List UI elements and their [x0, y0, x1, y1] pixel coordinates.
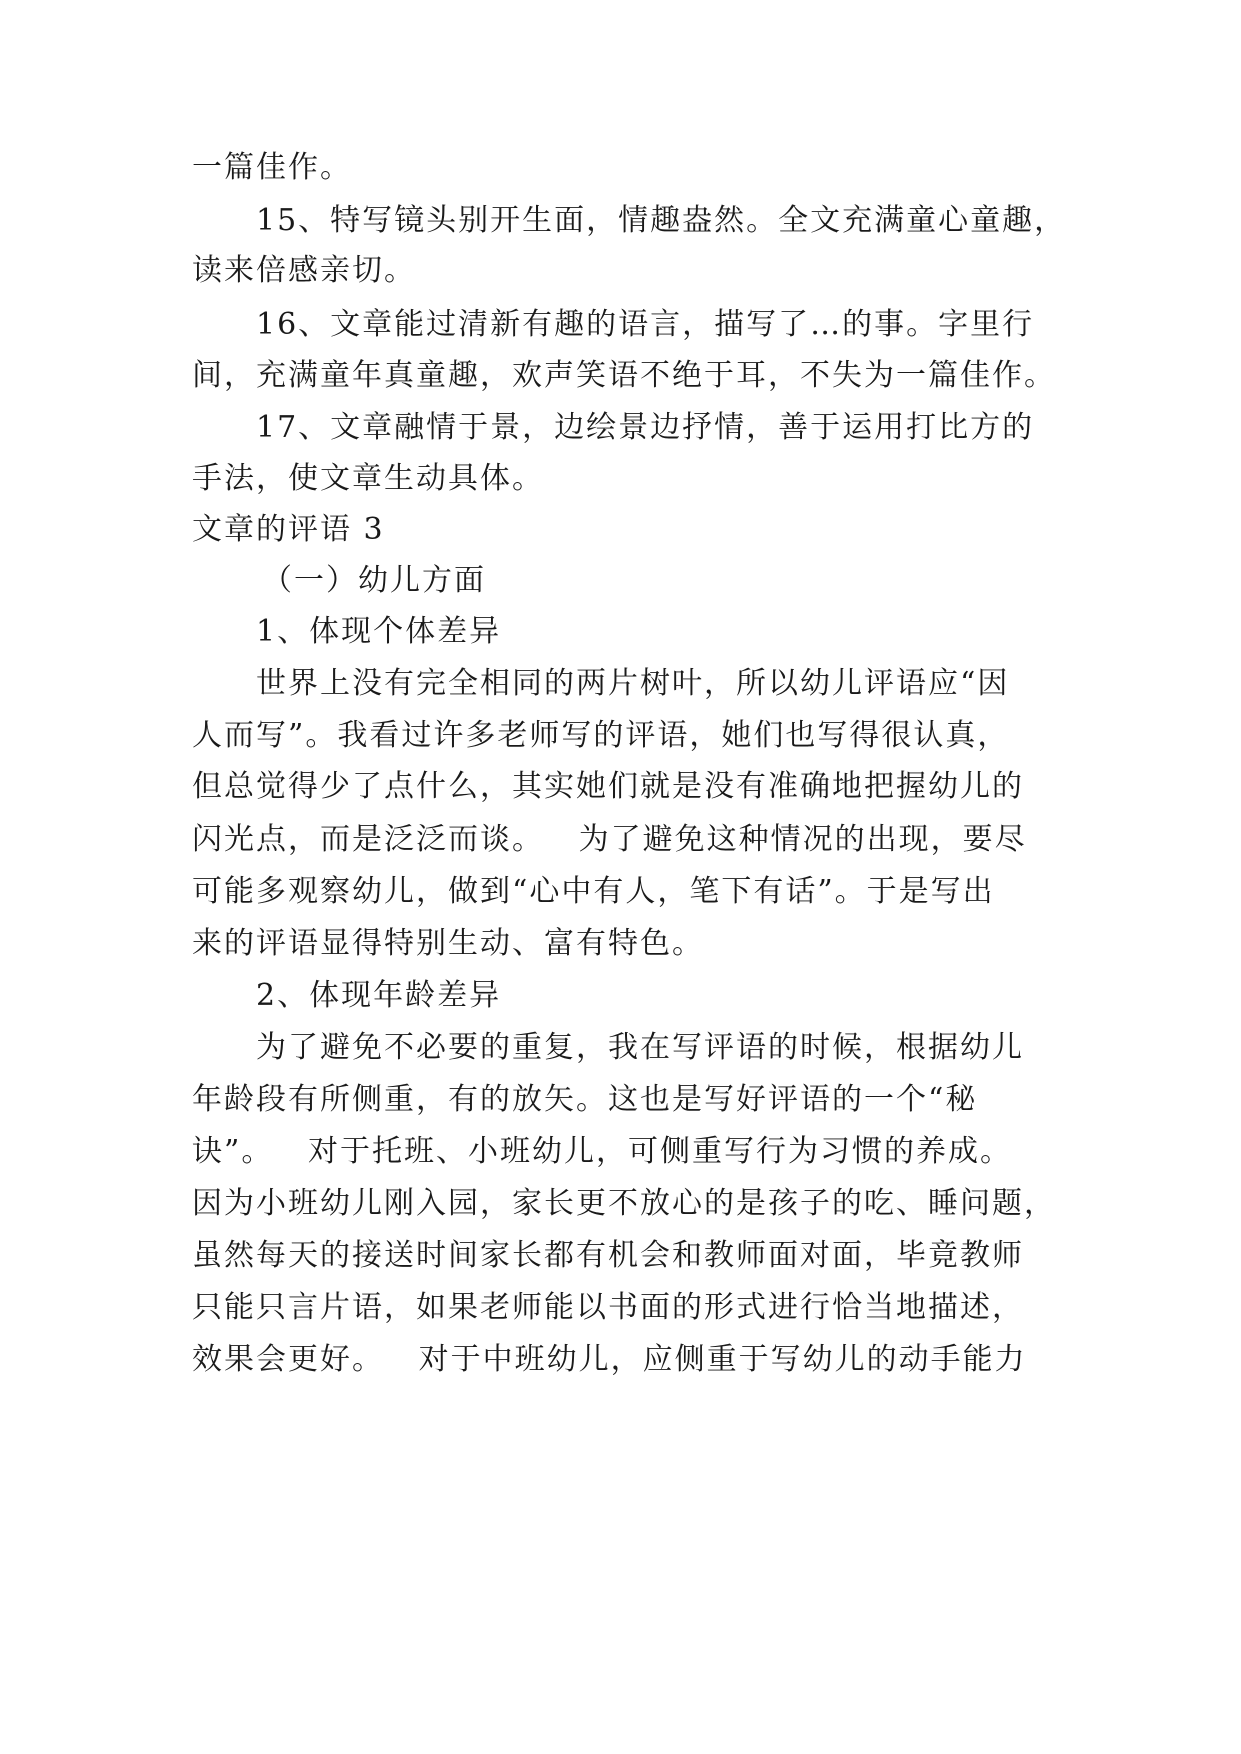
subsection-heading: 2、体现年龄差异 — [256, 978, 502, 1013]
text-line: 年龄段有所侧重，有的放矢。这也是写好评语的一个“秘 — [192, 1082, 978, 1117]
text-line: 诀”。 对于托班、小班幼儿，可侧重写行为习惯的养成。 — [192, 1134, 1012, 1169]
text-line: 读来倍感亲切。 — [192, 253, 416, 288]
text-line: 一篇佳作。 — [192, 150, 352, 185]
text-line: 手法，使文章生动具体。 — [192, 461, 544, 496]
text-line: 只能只言片语，如果老师能以书面的形式进行恰当地描述， — [192, 1290, 1024, 1325]
text-line: 来的评语显得特别生动、富有特色。 — [192, 926, 704, 961]
text-line: 17、文章融情于景，边绘景边抒情，善于运用打比方的 — [256, 410, 1035, 445]
text-line: 间，充满童年真童趣，欢声笑语不绝于耳，不失为一篇佳作。 — [192, 358, 1056, 393]
text-line: 闪光点，而是泛泛而谈。 为了避免这种情况的出现，要尽 — [192, 822, 1027, 857]
section-heading: 文章的评语 3 — [192, 512, 385, 547]
text-line: 16、文章能过清新有趣的语言，描写了…的事。字里行 — [256, 307, 1035, 342]
text-line: 效果会更好。 对于中班幼儿，应侧重于写幼儿的动手能力 — [192, 1342, 1027, 1377]
text-line: 人而写”。我看过许多老师写的评语，她们也写得很认真， — [192, 718, 1010, 753]
text-line: 虽然每天的接送时间家长都有机会和教师面对面，毕竟教师 — [192, 1238, 1024, 1273]
text-line: 因为小班幼儿刚入园，家长更不放心的是孩子的吃、睡问题， — [192, 1186, 1056, 1221]
text-line: 为了避免不必要的重复，我在写评语的时候，根据幼儿 — [256, 1030, 1024, 1065]
text-line: 15、特写镜头别开生面，情趣盎然。全文充满童心童趣， — [256, 203, 1067, 238]
subsection-heading: （一）幼儿方面 — [262, 563, 486, 598]
text-line: 但总觉得少了点什么，其实她们就是没有准确地把握幼儿的 — [192, 769, 1024, 804]
text-line: 可能多观察幼儿，做到“心中有人，笔下有话”。于是写出 — [192, 874, 995, 909]
text-line: 世界上没有完全相同的两片树叶，所以幼儿评语应“因 — [256, 666, 1010, 701]
subsection-heading: 1、体现个体差异 — [256, 614, 502, 649]
